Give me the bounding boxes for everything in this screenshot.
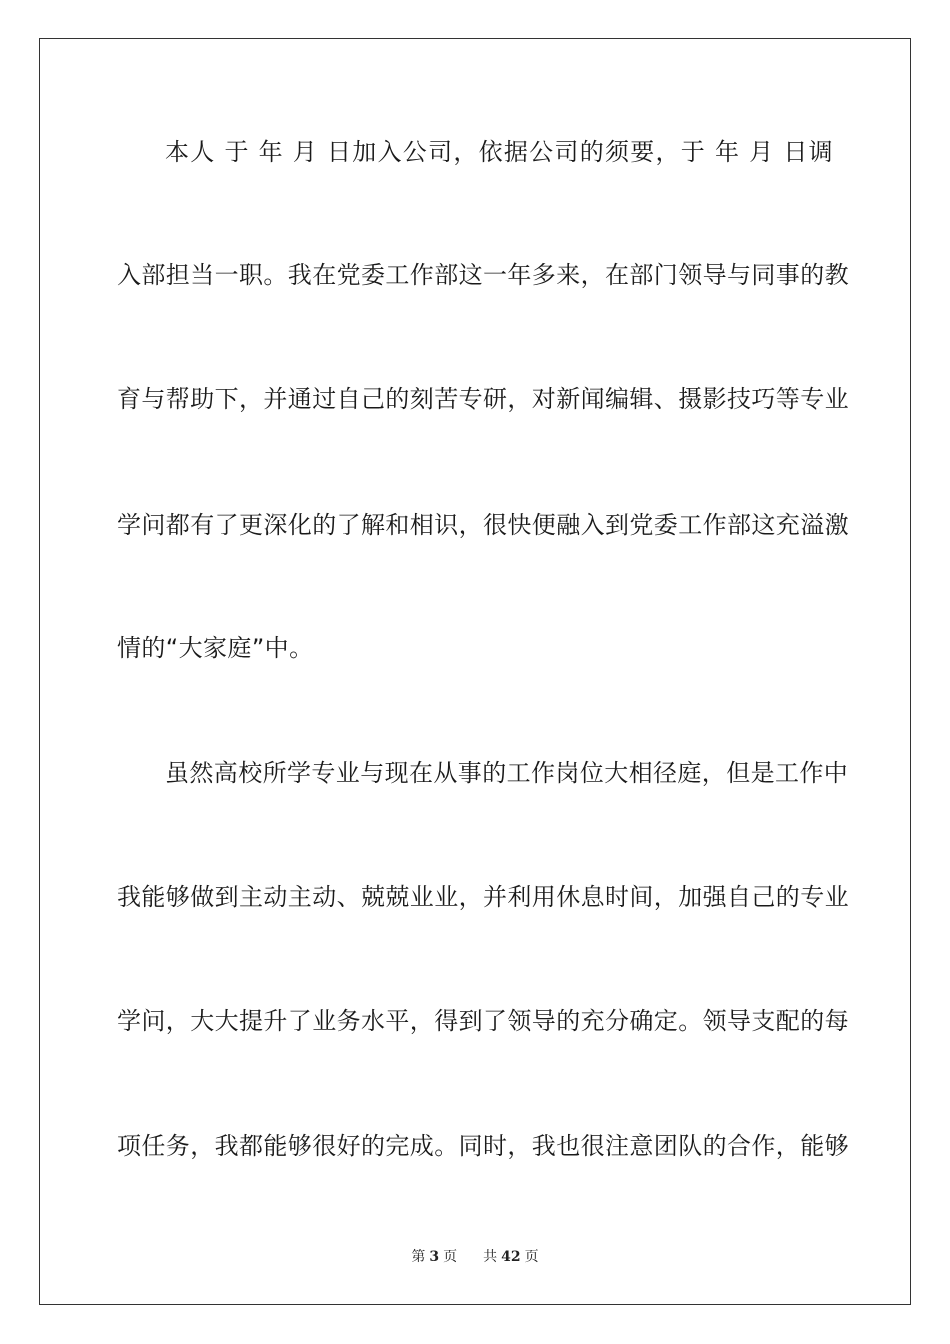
paragraph-1-line-4: 学问都有了更深化的了解和相识，很快便融入到党委工作部这充溢激 — [117, 511, 849, 539]
paragraph-1-line-5: 情的“大家庭”中。 — [117, 634, 314, 662]
paragraph-2-line-4: 项任务，我都能够很好的完成。同时，我也很注意团队的合作，能够 — [117, 1132, 849, 1160]
footer-page-suffix: 页 — [443, 1249, 458, 1265]
paragraph-2-line-3: 学问，大大提升了业务水平，得到了领导的充分确定。领导支配的每 — [117, 1007, 849, 1035]
paragraph-2-line-2: 我能够做到主动主动、兢兢业业，并利用休息时间，加强自己的专业 — [117, 883, 849, 911]
paragraph-1-line-1: 本人 于 年 月 日加入公司，依据公司的须要，于 年 月 日调 — [165, 138, 833, 166]
paragraph-2-line-1: 虽然高校所学专业与现在从事的工作岗位大相径庭，但是工作中 — [165, 759, 849, 787]
footer-total-suffix: 页 — [524, 1249, 539, 1265]
paragraph-1-line-2: 入部担当一职。我在党委工作部这一年多来，在部门领导与同事的教 — [117, 261, 849, 289]
footer-page-number: 3 — [429, 1249, 440, 1265]
footer-total-pages: 42 — [501, 1249, 521, 1265]
footer-total-prefix: 共 — [483, 1249, 498, 1265]
page-border — [39, 38, 911, 1305]
page-footer — [0, 1246, 950, 1266]
paragraph-1-line-3: 育与帮助下，并通过自己的刻苦专研，对新闻编辑、摄影技巧等专业 — [117, 385, 849, 413]
footer-page-prefix: 第 — [411, 1249, 426, 1265]
